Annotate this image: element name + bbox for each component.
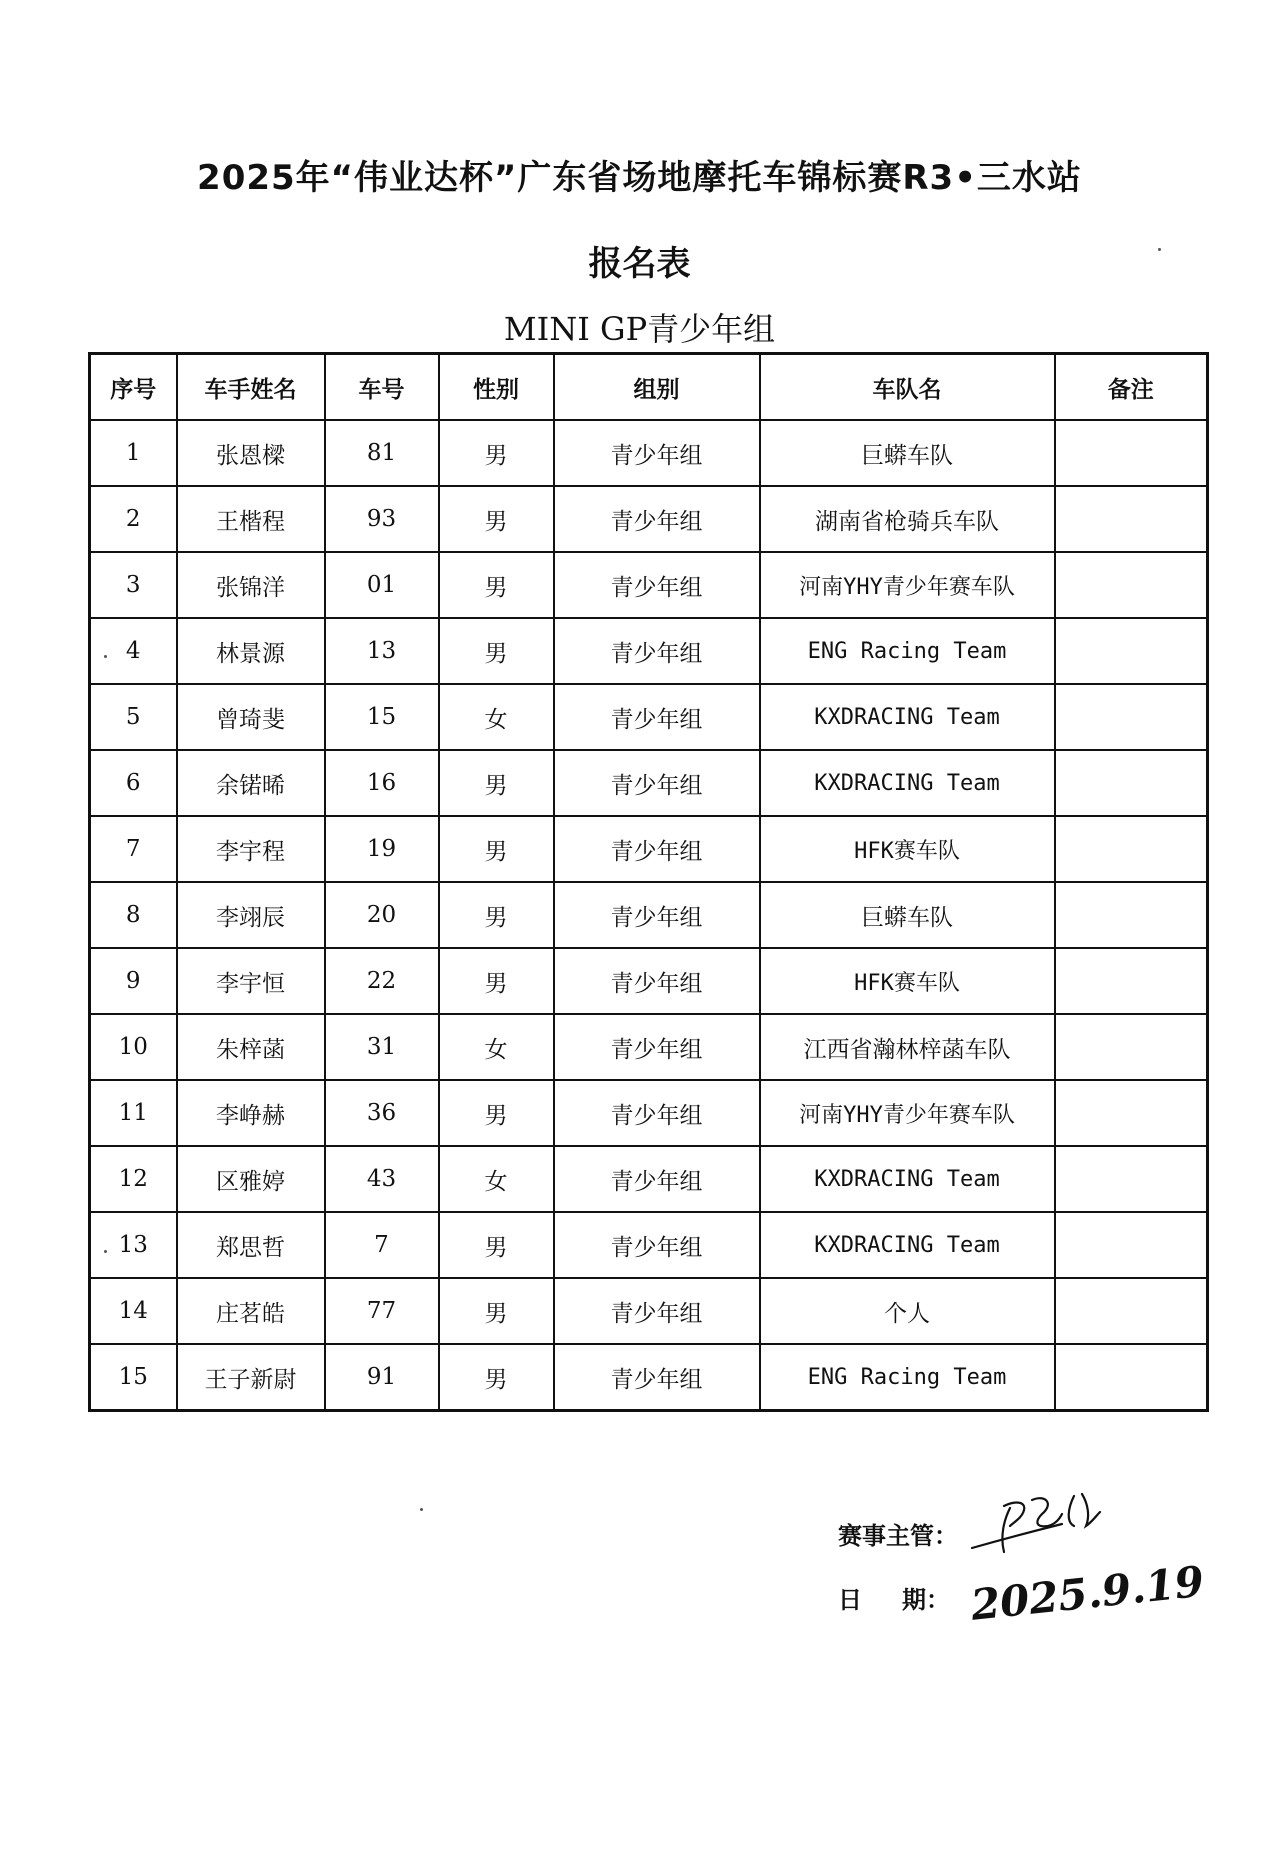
date-label xyxy=(838,1580,950,1615)
cell-remarks xyxy=(1055,552,1208,618)
cell-remarks xyxy=(1055,618,1208,684)
table-row xyxy=(90,1146,1208,1212)
cell-rider-name: 林景源 xyxy=(177,618,325,684)
cell-index: 14 xyxy=(90,1278,177,1344)
cell-index: 15 xyxy=(90,1344,177,1411)
cell-remarks xyxy=(1055,750,1208,816)
column-header-rider-name: 车手姓名 xyxy=(177,354,325,421)
cell-remarks xyxy=(1055,420,1208,486)
table-row xyxy=(90,486,1208,552)
cell-remarks xyxy=(1055,1212,1208,1278)
cell-gender: 男 xyxy=(439,552,554,618)
cell-remarks xyxy=(1055,1146,1208,1212)
cell-bike-number: 36 xyxy=(325,1080,439,1146)
cell-rider-name: 王子新尉 xyxy=(177,1344,325,1411)
group-title: MINI GP青少年组 xyxy=(503,310,776,348)
cell-team: 湖南省枪骑兵车队 xyxy=(760,486,1055,552)
cell-team: KXDRACING Team xyxy=(760,1146,1055,1212)
cell-rider-name: 王楷程 xyxy=(177,486,325,552)
cell-gender: 男 xyxy=(439,948,554,1014)
cell-index: 1 xyxy=(90,420,177,486)
cell-gender: 女 xyxy=(439,1146,554,1212)
cell-team: 河南YHY青少年赛车队 xyxy=(760,1080,1055,1146)
cell-rider-name: 郑思哲 xyxy=(177,1212,325,1278)
cell-rider-name: 李宇恒 xyxy=(177,948,325,1014)
table-body xyxy=(90,420,1208,1411)
scan-speck xyxy=(1158,248,1161,251)
table-row xyxy=(90,1344,1208,1411)
cell-bike-number: 43 xyxy=(325,1146,439,1212)
cell-remarks xyxy=(1055,1278,1208,1344)
scan-speck xyxy=(104,655,107,658)
cell-rider-name: 庄茗皓 xyxy=(177,1278,325,1344)
cell-group: 青少年组 xyxy=(554,948,760,1014)
cell-index: 6 xyxy=(90,750,177,816)
cell-bike-number: 77 xyxy=(325,1278,439,1344)
cell-team: 巨蟒车队 xyxy=(760,420,1055,486)
cell-group: 青少年组 xyxy=(554,552,760,618)
cell-rider-name: 张恩樑 xyxy=(177,420,325,486)
column-header-team: 车队名 xyxy=(760,354,1055,421)
cell-index: 11 xyxy=(90,1080,177,1146)
cell-bike-number: 22 xyxy=(325,948,439,1014)
cell-bike-number: 31 xyxy=(325,1014,439,1080)
cell-rider-name: 张锦洋 xyxy=(177,552,325,618)
cell-team: HFK赛车队 xyxy=(760,948,1055,1014)
cell-group: 青少年组 xyxy=(554,420,760,486)
cell-rider-name: 余锘晞 xyxy=(177,750,325,816)
table-row xyxy=(90,882,1208,948)
cell-remarks xyxy=(1055,684,1208,750)
supervisor-label: 赛事主管： xyxy=(838,1522,958,1550)
cell-group: 青少年组 xyxy=(554,1212,760,1278)
cell-index: 5 xyxy=(90,684,177,750)
cell-bike-number: 16 xyxy=(325,750,439,816)
cell-team: ENG Racing Team xyxy=(760,618,1055,684)
document-subtitle: 报名表 xyxy=(588,244,691,284)
scan-speck xyxy=(420,1508,423,1511)
cell-bike-number: 15 xyxy=(325,684,439,750)
cell-bike-number: 81 xyxy=(325,420,439,486)
cell-remarks xyxy=(1055,1014,1208,1080)
date-label-part-2: 期： xyxy=(902,1586,950,1614)
cell-index: 12 xyxy=(90,1146,177,1212)
table-row xyxy=(90,948,1208,1014)
cell-group: 青少年组 xyxy=(554,1014,760,1080)
cell-team: 巨蟒车队 xyxy=(760,882,1055,948)
entry-table xyxy=(88,352,1209,1412)
cell-team: 个人 xyxy=(760,1278,1055,1344)
cell-index: 8 xyxy=(90,882,177,948)
cell-gender: 女 xyxy=(439,684,554,750)
cell-gender: 男 xyxy=(439,1344,554,1411)
document-title: 2025年“伟业达杯”广东省场地摩托车锦标赛R3•三水站 xyxy=(197,158,1082,198)
column-header-bike-number: 车号 xyxy=(325,354,439,421)
cell-rider-name: 李宇程 xyxy=(177,816,325,882)
cell-bike-number: 19 xyxy=(325,816,439,882)
cell-rider-name: 曾琦斐 xyxy=(177,684,325,750)
cell-index: 10 xyxy=(90,1014,177,1080)
cell-team: KXDRACING Team xyxy=(760,750,1055,816)
table-row xyxy=(90,1212,1208,1278)
cell-remarks xyxy=(1055,948,1208,1014)
cell-gender: 男 xyxy=(439,750,554,816)
cell-team: 河南YHY青少年赛车队 xyxy=(760,552,1055,618)
cell-group: 青少年组 xyxy=(554,816,760,882)
cell-team: KXDRACING Team xyxy=(760,1212,1055,1278)
cell-gender: 男 xyxy=(439,882,554,948)
column-header-gender: 性别 xyxy=(439,354,554,421)
cell-bike-number: 93 xyxy=(325,486,439,552)
cell-rider-name: 区雅婷 xyxy=(177,1146,325,1212)
cell-gender: 男 xyxy=(439,1212,554,1278)
cell-gender: 男 xyxy=(439,816,554,882)
cell-bike-number: 91 xyxy=(325,1344,439,1411)
cell-team: 江西省瀚林梓菡车队 xyxy=(760,1014,1055,1080)
cell-group: 青少年组 xyxy=(554,684,760,750)
cell-remarks xyxy=(1055,486,1208,552)
column-header-group: 组别 xyxy=(554,354,760,421)
cell-gender: 女 xyxy=(439,1014,554,1080)
cell-gender: 男 xyxy=(439,1080,554,1146)
table-row xyxy=(90,750,1208,816)
table-row xyxy=(90,1014,1208,1080)
cell-gender: 男 xyxy=(439,1278,554,1344)
table-row xyxy=(90,684,1208,750)
cell-index: 13 xyxy=(90,1212,177,1278)
cell-rider-name: 李翊辰 xyxy=(177,882,325,948)
cell-index: 4 xyxy=(90,618,177,684)
cell-remarks xyxy=(1055,1080,1208,1146)
cell-gender: 男 xyxy=(439,486,554,552)
cell-gender: 男 xyxy=(439,618,554,684)
scan-speck xyxy=(104,1250,107,1253)
cell-team: ENG Racing Team xyxy=(760,1344,1055,1411)
cell-group: 青少年组 xyxy=(554,1146,760,1212)
table-row xyxy=(90,1080,1208,1146)
cell-remarks xyxy=(1055,816,1208,882)
table-row xyxy=(90,618,1208,684)
cell-team: HFK赛车队 xyxy=(760,816,1055,882)
column-header-index: 序号 xyxy=(90,354,177,421)
table-row xyxy=(90,1278,1208,1344)
cell-group: 青少年组 xyxy=(554,750,760,816)
cell-group: 青少年组 xyxy=(554,1278,760,1344)
table-row xyxy=(90,420,1208,486)
cell-remarks xyxy=(1055,882,1208,948)
cell-index: 7 xyxy=(90,816,177,882)
cell-group: 青少年组 xyxy=(554,1080,760,1146)
table-header-row xyxy=(90,354,1208,421)
cell-index: 2 xyxy=(90,486,177,552)
cell-group: 青少年组 xyxy=(554,1344,760,1411)
handwritten-date xyxy=(966,1550,1207,1630)
table-row xyxy=(90,552,1208,618)
cell-bike-number: 01 xyxy=(325,552,439,618)
cell-group: 青少年组 xyxy=(554,618,760,684)
cell-rider-name: 李峥赫 xyxy=(177,1080,325,1146)
column-header-remarks: 备注 xyxy=(1055,354,1208,421)
cell-gender: 男 xyxy=(439,420,554,486)
cell-bike-number: 7 xyxy=(325,1212,439,1278)
signature-block xyxy=(838,1500,1238,1640)
handwritten-date-text: 2025.9.19 xyxy=(968,1556,1207,1630)
cell-group: 青少年组 xyxy=(554,882,760,948)
date-label-part-1: 日 xyxy=(838,1586,862,1614)
cell-group: 青少年组 xyxy=(554,486,760,552)
cell-rider-name: 朱梓菡 xyxy=(177,1014,325,1080)
cell-remarks xyxy=(1055,1344,1208,1411)
table-row xyxy=(90,816,1208,882)
cell-index: 3 xyxy=(90,552,177,618)
cell-index: 9 xyxy=(90,948,177,1014)
cell-team: KXDRACING Team xyxy=(760,684,1055,750)
cell-bike-number: 20 xyxy=(325,882,439,948)
cell-bike-number: 13 xyxy=(325,618,439,684)
